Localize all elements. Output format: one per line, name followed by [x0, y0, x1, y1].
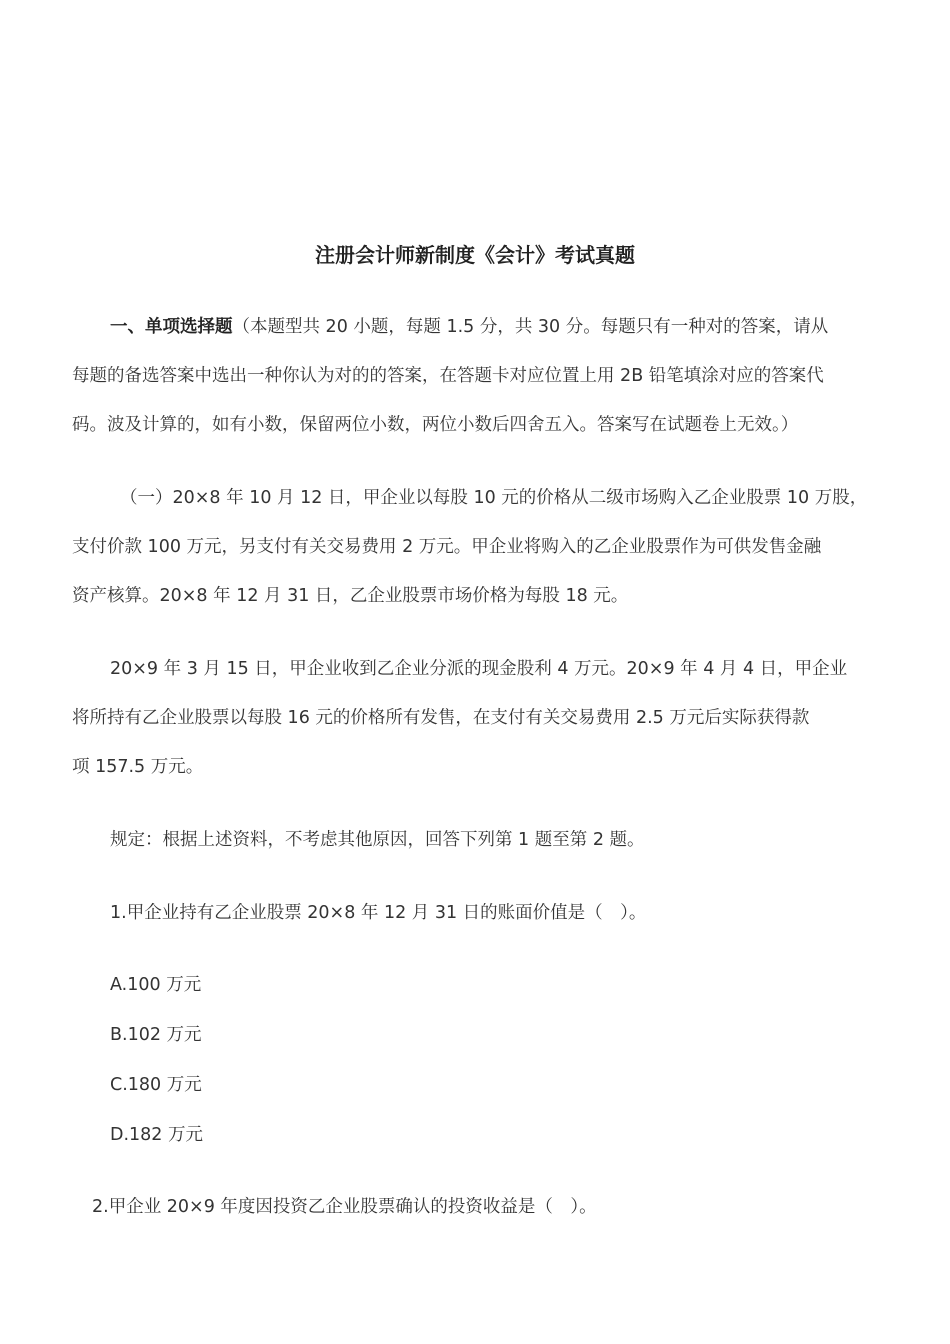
case-paragraph-1 [72, 474, 902, 621]
case-p1-line-3: 资产核算。20×8 年 12 月 31 日，乙企业股票市场价格为每股 18 元。 [72, 586, 629, 606]
question-1-option-d: D.182 万元 [110, 1125, 204, 1145]
case-p1-line-2: 支付价款 100 万元，另支付有关交易费用 2 万元。甲企业将购入的乙企业股票作为可供发售金融 [72, 537, 822, 557]
rule-text: 规定：根据上述资料，不考虑其他原因，回答下列第 1 题至第 2 题。 [110, 830, 645, 850]
instructions-line-1: 一、单项选择题（本题型共 20 小题，每题 1.5 分，共 30 分。每题只有一种对的答案，请从 [110, 317, 829, 337]
case-rule [72, 816, 902, 865]
question-1-option-c: C.180 万元 [110, 1075, 202, 1095]
case-p1-line-1: （一）20×8 年 10 月 12 日，甲企业以每股 10 元的价格从二级市场购入乙企业股票 10 万股， [120, 488, 868, 508]
document-title: 注册会计师新制度《会计》考试真题 [315, 243, 635, 267]
case-p2-line-3: 项 157.5 万元。 [72, 757, 204, 777]
instructions-line-2: 每题的备选答案中选出一种你认为对的的答案，在答题卡对应位置上用 2B 铅笔填涂对应的答案代 [72, 366, 824, 386]
instructions-line-3: 码。波及计算的，如有小数，保留两位小数，两位小数后四舍五入。答案写在试题卷上无效。） [72, 415, 799, 435]
question-2-stem: 2.甲企业 20×9 年度因投资乙企业股票确认的投资收益是（ ）。 [92, 1197, 597, 1217]
section-instructions [72, 303, 902, 450]
case-p2-line-1: 20×9 年 3 月 15 日，甲企业收到乙企业分派的现金股利 4 万元。20×9 年 4 月 4 日，甲企业 [110, 659, 848, 679]
question-1-stem: 1.甲企业持有乙企业股票 20×8 年 12 月 31 日的账面价值是（ ）。 [110, 903, 647, 923]
case-p2-line-2: 将所持有乙企业股票以每股 16 元的价格所有发售，在支付有关交易费用 2.5 万元后实际获得款 [72, 708, 810, 728]
question-1-option-b: B.102 万元 [110, 1025, 202, 1045]
question-1-option-a: A.100 万元 [110, 975, 202, 995]
case-paragraph-2 [72, 645, 902, 792]
section-heading: 一、单项选择题 [110, 317, 233, 337]
